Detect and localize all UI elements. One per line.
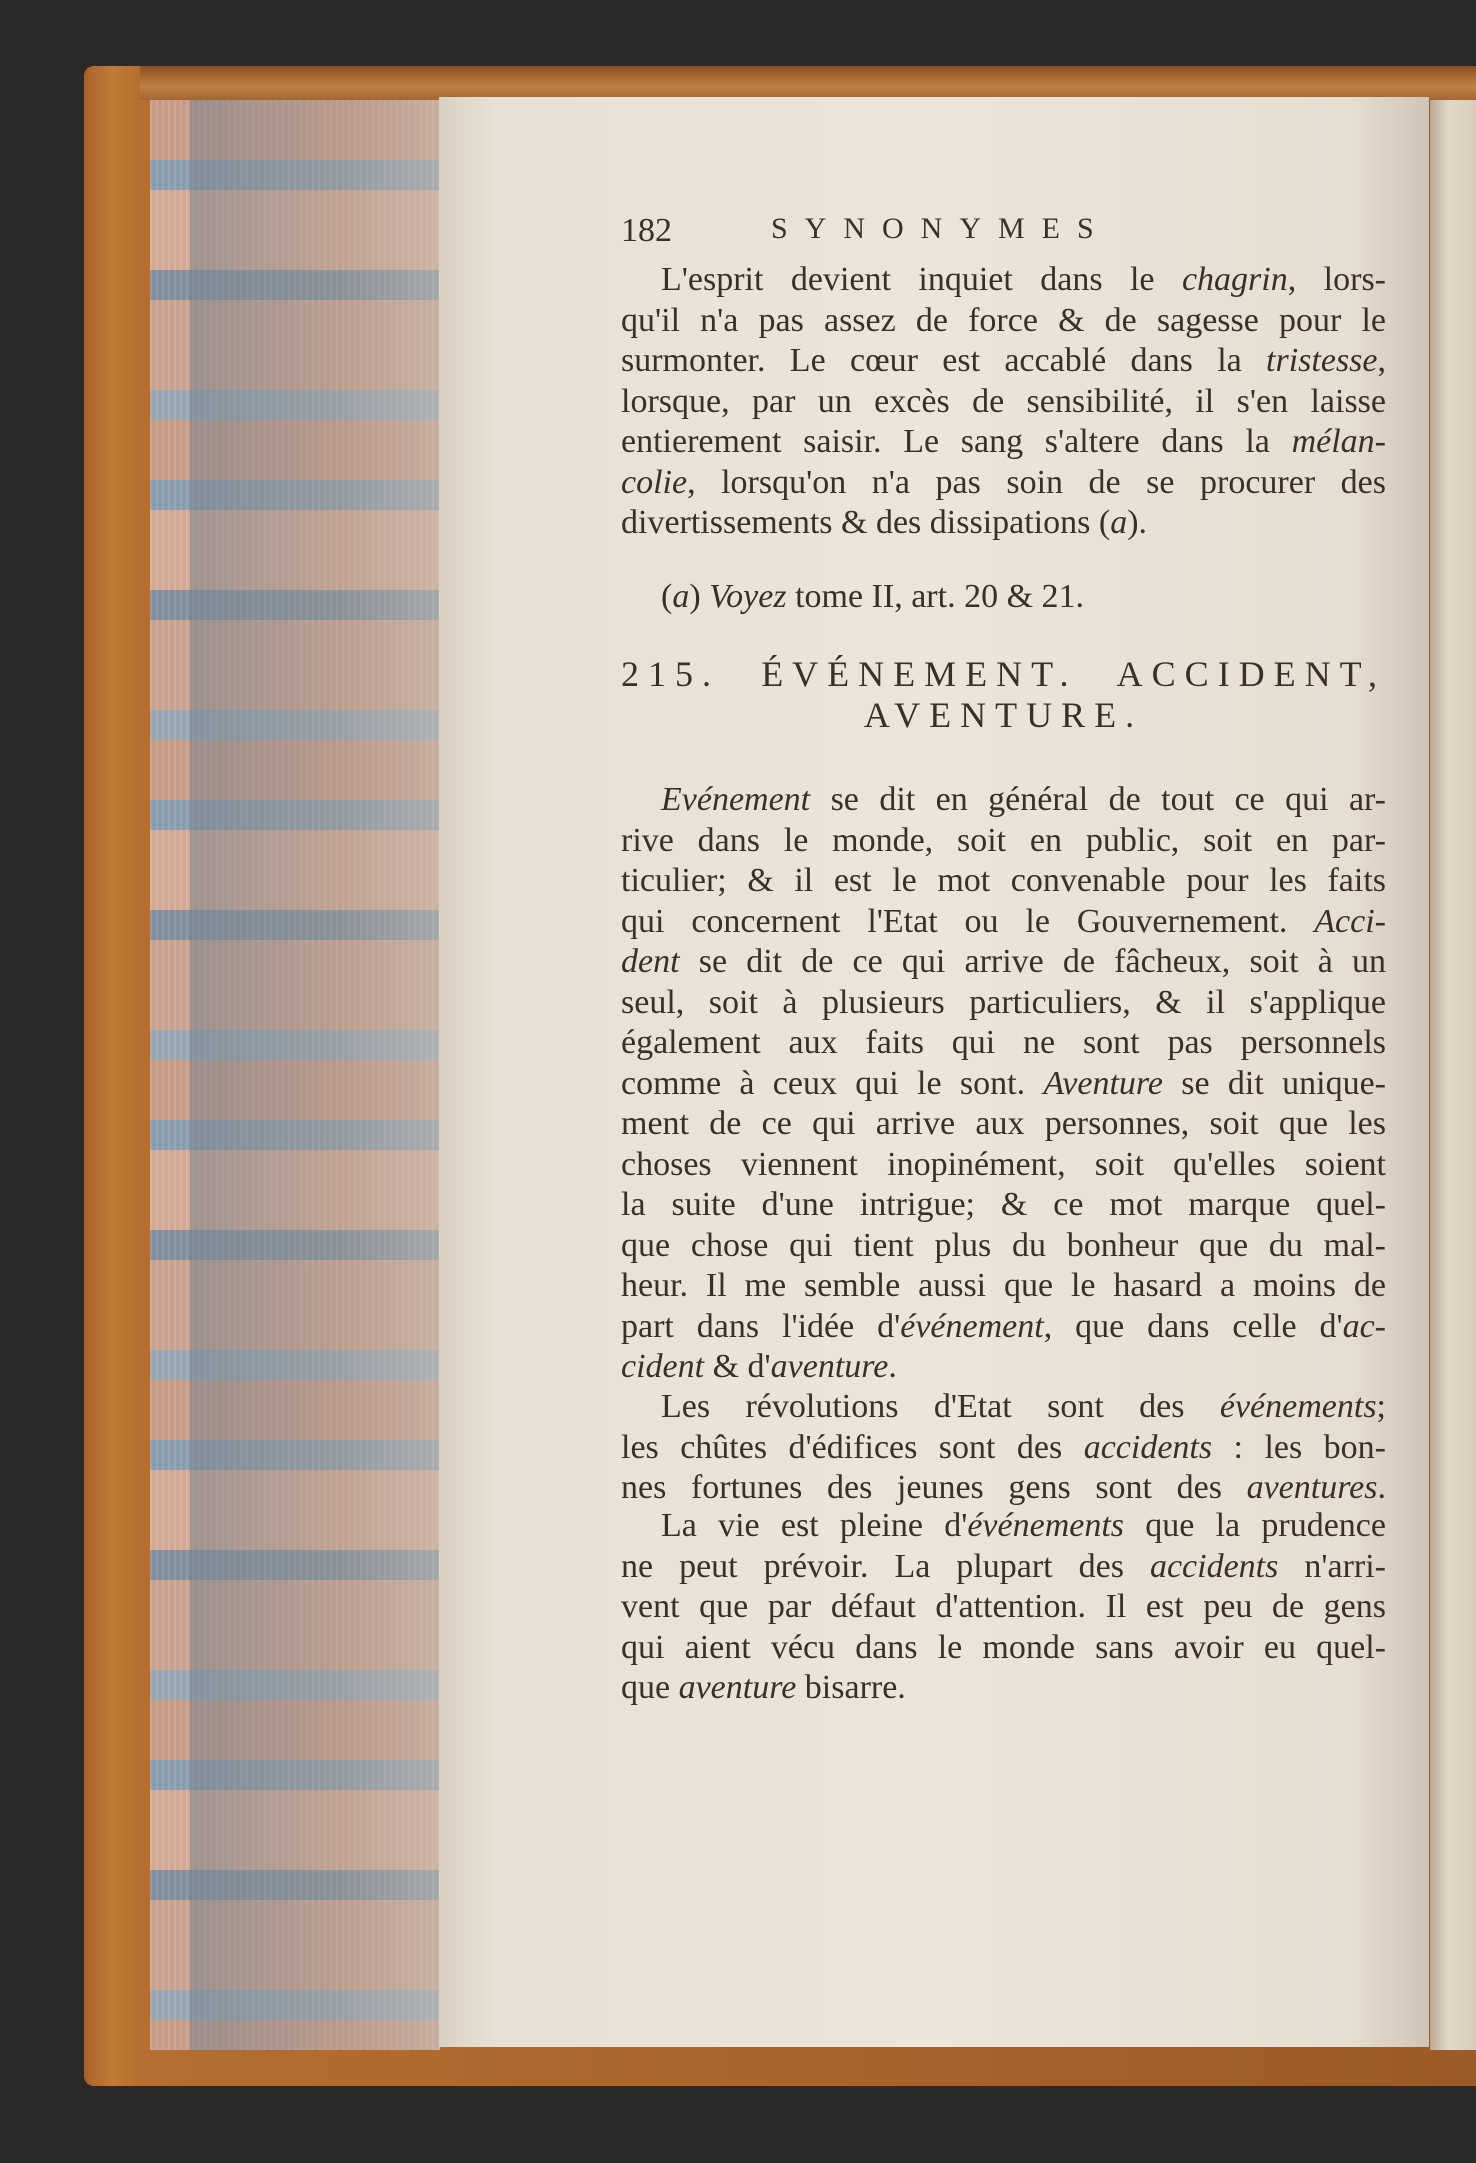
text-run: nes fortunes des jeunes gens sont des xyxy=(621,1469,1247,1506)
text-run: ). xyxy=(1127,504,1148,541)
text-run: que chose qui tient plus du bonheur que du mal- xyxy=(621,1226,1386,1264)
text-line xyxy=(621,1347,1386,1388)
italic-term: événements xyxy=(1219,1388,1377,1425)
text-run: comme à ceux qui le sont. xyxy=(621,1064,1044,1102)
italic-term: Voyez xyxy=(709,578,787,615)
text-run: se dit en général de tout ce qui ar- xyxy=(810,781,1386,818)
text-run: , que dans celle d' xyxy=(1043,1307,1343,1345)
italic-term: événements xyxy=(967,1507,1125,1544)
text-line xyxy=(621,1185,1386,1226)
text-run: les chûtes d'édifices sont des xyxy=(621,1428,1084,1466)
text-run: ticulier; & il est le mot convenable pour les faits xyxy=(621,862,1386,899)
paragraph-4 xyxy=(621,1506,1386,1709)
text-line xyxy=(621,341,1386,382)
marbled-page-edges xyxy=(150,100,440,2050)
text-run: part dans l'idée d' xyxy=(621,1307,901,1345)
facing-page-edge xyxy=(1430,100,1476,2050)
paragraph-1 xyxy=(621,260,1386,544)
text-run: seul, soit à plusieurs particuliers, & il s'applique xyxy=(621,983,1386,1021)
italic-term: chagrin xyxy=(1181,261,1288,298)
italic-term: a xyxy=(1110,504,1128,541)
text-run: heur. Il me semble aussi que le hasard a moins de xyxy=(621,1267,1386,1304)
text-run: , xyxy=(1377,342,1386,379)
text-line xyxy=(621,1668,1386,1709)
text-run: également aux faits qui ne sont pas personnels xyxy=(621,1024,1386,1061)
italic-term: Aventure xyxy=(1043,1064,1163,1102)
italic-term: ac- xyxy=(1342,1307,1386,1345)
text-run: : les bon- xyxy=(1212,1428,1386,1466)
running-title: SYNONYMES xyxy=(771,212,1111,245)
text-run: n'arri- xyxy=(1278,1547,1386,1585)
text-line xyxy=(621,1064,1386,1105)
text-line xyxy=(621,983,1386,1024)
text-run: qu'il n'a pas assez de force & de sagesse pour le xyxy=(621,301,1386,339)
text-line xyxy=(621,1428,1386,1469)
text-run: surmonter. Le cœur est accablé dans la xyxy=(621,342,1267,379)
footnote xyxy=(621,577,1386,618)
italic-term: aventures xyxy=(1246,1469,1378,1506)
text-line xyxy=(621,1023,1386,1064)
text-run: tome II, art. 20 & 21. xyxy=(786,578,1085,615)
text-line xyxy=(621,503,1386,544)
text-run: que la prudence xyxy=(1124,1507,1386,1544)
text-line xyxy=(621,1266,1386,1307)
text-run: lorsque, par un excès de sensibilité, il s'en laisse xyxy=(621,382,1386,420)
text-run: , lorsqu'on n'a pas soin de se procurer des xyxy=(687,463,1386,501)
book-cover-top-edge xyxy=(140,66,1476,100)
text-run: se dit unique- xyxy=(1162,1064,1386,1102)
text-run: rive dans le monde, soit en public, soit en par- xyxy=(621,821,1386,859)
heading-line-1: 215. ÉVÉNEMENT. ACCIDENT, xyxy=(621,654,1386,694)
italic-term: dent xyxy=(621,943,680,980)
text-run: que xyxy=(621,1669,679,1706)
text-line xyxy=(621,1547,1386,1588)
text-line xyxy=(621,301,1386,342)
text-run: & d' xyxy=(704,1348,771,1385)
text-line xyxy=(621,1387,1386,1428)
text-line xyxy=(621,260,1386,301)
text-line xyxy=(621,1307,1386,1348)
italic-term: cident xyxy=(621,1348,705,1385)
text-run: La vie est pleine d' xyxy=(661,1507,968,1544)
italic-term: tristesse xyxy=(1266,342,1378,379)
text-run: ) xyxy=(689,578,710,615)
heading-line-2: AVENTURE. xyxy=(863,695,1144,735)
text-line xyxy=(621,463,1386,504)
text-line xyxy=(621,942,1386,983)
text-line xyxy=(621,1506,1386,1547)
text-run: choses viennent inopinément, soit qu'elles soient xyxy=(621,1145,1386,1183)
text-line xyxy=(621,382,1386,423)
italic-term: accidents xyxy=(1149,1547,1279,1585)
text-line xyxy=(621,902,1386,943)
page-number: 182 xyxy=(621,212,672,249)
text-run: entierement saisir. Le sang s'altere dans la xyxy=(621,423,1292,460)
text-line xyxy=(621,1587,1386,1628)
text-line xyxy=(621,422,1386,463)
text-run: ; xyxy=(1376,1388,1386,1425)
text-line xyxy=(621,1104,1386,1145)
text-run: L'esprit devient inquiet dans le xyxy=(661,261,1182,298)
text-line xyxy=(621,1468,1386,1509)
italic-term: a xyxy=(672,578,690,615)
italic-term: événement xyxy=(900,1307,1044,1345)
italic-term: aventure xyxy=(678,1669,797,1706)
italic-term: colie xyxy=(621,463,688,501)
text-run: vent que par défaut d'attention. Il est peu de gens xyxy=(621,1588,1386,1625)
text-line xyxy=(621,821,1386,862)
text-line xyxy=(621,1628,1386,1669)
paragraph-3 xyxy=(621,1387,1386,1509)
text-run: ment de ce qui arrive aux personnes, soit que les xyxy=(621,1105,1386,1142)
text-run: ne peut prévoir. La plupart des xyxy=(621,1547,1150,1585)
text-run: qui aient vécu dans le monde sans avoir eu quel- xyxy=(621,1628,1386,1666)
text-run: , lors- xyxy=(1287,261,1387,298)
text-run: qui concernent l'Etat ou le Gouvernement. xyxy=(621,902,1315,940)
text-run: . xyxy=(888,1348,897,1385)
text-run: se dit de ce qui arrive de fâcheux, soit à un xyxy=(679,943,1386,980)
text-line xyxy=(621,1226,1386,1267)
text-line xyxy=(621,1145,1386,1186)
text-line xyxy=(621,780,1386,821)
text-run: divertissements & des dissipations ( xyxy=(621,504,1111,541)
text-line xyxy=(621,577,1386,618)
italic-term: aventure xyxy=(770,1348,889,1385)
italic-term: accidents xyxy=(1083,1428,1213,1466)
text-line xyxy=(621,861,1386,902)
italic-term: mélan- xyxy=(1291,423,1386,460)
paragraph-2 xyxy=(621,780,1386,1388)
text-run: ( xyxy=(661,578,673,615)
article-heading xyxy=(621,654,1386,736)
text-run: la suite d'une intrigue; & ce mot marque quel- xyxy=(621,1186,1386,1223)
text-run: bisarre. xyxy=(796,1669,906,1706)
text-run: Les révolutions d'Etat sont des xyxy=(661,1388,1220,1425)
text-run: . xyxy=(1377,1469,1386,1506)
italic-term: Evénement xyxy=(661,781,811,818)
italic-term: Acci- xyxy=(1314,902,1386,940)
